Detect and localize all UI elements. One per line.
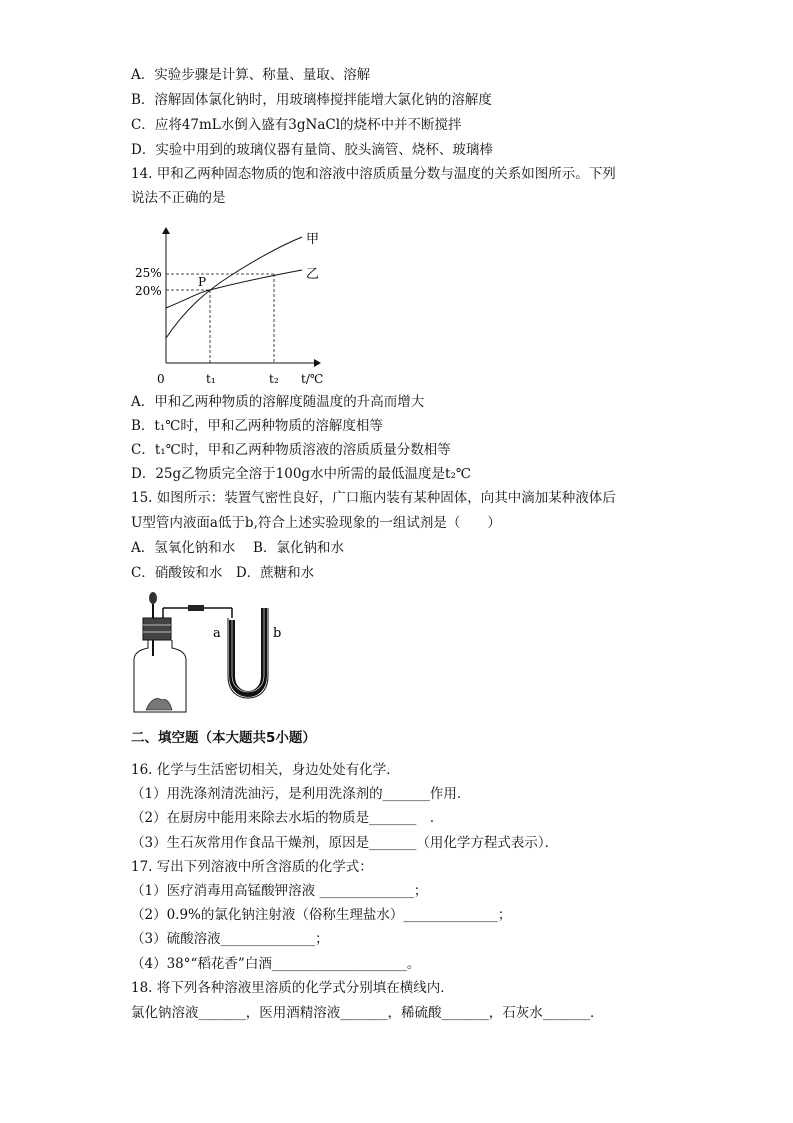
- q17-part1: （1）医疗消毒用高锰酸钾溶液 ______________；: [131, 883, 428, 899]
- label-y20: 20%: [135, 284, 162, 298]
- label-x-unit: t/℃: [301, 372, 324, 386]
- section-2-title: 二、填空题（本大题共5小题）: [131, 730, 316, 746]
- q14-option-b: B．t₁℃时，甲和乙两种物质的溶解度相等: [131, 418, 383, 434]
- label-b: b: [273, 626, 282, 641]
- q16-part1: （1）用洗涤剂清洗油污，是利用洗涤剂的_______作用．: [131, 786, 471, 802]
- curve-jia: [166, 237, 302, 338]
- tube-joint: [188, 605, 204, 611]
- q14-stem-line1: 14. 甲和乙两种固态物质的饱和溶液中溶质质量分数与温度的关系如图所示。下列: [131, 166, 616, 182]
- label-series-yi: 乙: [306, 267, 320, 282]
- q14-option-c: C．t₁℃时，甲和乙两种物质溶液的溶质质量分数相等: [131, 442, 451, 458]
- q17-part3: （3）硫酸溶液______________；: [131, 931, 329, 947]
- q18-stem: 18. 将下列各种溶液里溶质的化学式分别填在横线内．: [131, 980, 454, 996]
- q13-option-c: C．应将47mL水倒入盛有3gNaCl的烧杯中并不断搅拌: [131, 117, 462, 133]
- label-origin: 0: [157, 372, 165, 386]
- q14-option-d: D．25g乙物质完全溶于100g水中所需的最低温度是t₂℃: [131, 466, 471, 482]
- label-point-p: P: [198, 275, 207, 289]
- u-tube-liquid: [232, 608, 264, 694]
- label-t2: t₂: [269, 372, 279, 386]
- bottle-stopper: [143, 618, 171, 640]
- q17-part2: （2）0.9%的氯化钠注射液（俗称生理盐水）______________；: [131, 907, 512, 923]
- q15-apparatus-diagram: [128, 588, 298, 718]
- q16-part3: （3）生石灰常用作食品干燥剂，原因是_______（用化学方程式表示）．: [131, 835, 559, 851]
- dropper-bulb: [149, 592, 157, 604]
- q17-part4: （4）38°“稻花香”白酒____________________。: [131, 956, 421, 972]
- q17-stem: 17. 写出下列溶液中所含溶质的化学式：: [131, 859, 373, 875]
- label-y25: 25%: [135, 266, 162, 280]
- u-tube-inner: [232, 608, 264, 692]
- q13-option-d: D．实验中用到的玻璃仪器有量筒、胶头滴管、烧杯、玻璃棒: [131, 142, 493, 158]
- q14-option-a: A．甲和乙两种物质的溶解度随温度的升高而增大: [131, 394, 425, 410]
- q18-blanks: 氯化钠溶液_______，医用酒精溶液_______，稀硫酸_______，石灰水_______．: [131, 1005, 604, 1021]
- q15-stem-line1: 15. 如图所示：装置气密性良好，广口瓶内装有某种固体，向其中滴加某种液体后: [131, 490, 616, 506]
- solid-reagent: [146, 698, 172, 710]
- label-t1: t₁: [206, 372, 216, 386]
- q15-stem-line2: U型管内液面a低于b,符合上述实验现象的一组试剂是（ ）: [131, 515, 501, 531]
- label-series-jia: 甲: [306, 232, 320, 247]
- curve-yi: [166, 270, 302, 308]
- q15-options-line1: A．氢氧化钠和水 B．氯化钠和水: [131, 540, 344, 556]
- q13-option-a: A．实验步骤是计算、称量、量取、溶解: [131, 67, 371, 83]
- q16-part2: （2）在厨房中能用来除去水垢的物质是_______ ．: [131, 810, 444, 826]
- q15-options-line2: C．硝酸铵和水 D．蔗糖和水: [131, 565, 315, 581]
- q14-solubility-chart: [130, 220, 330, 390]
- q14-stem-line2: 说法不正确的是: [131, 190, 226, 206]
- q16-stem: 16. 化学与生活密切相关，身边处处有化学．: [131, 762, 400, 778]
- label-a: a: [213, 626, 221, 641]
- q13-option-b: B．溶解固体氯化钠时，用玻璃棒搅拌能增大氯化钠的溶解度: [131, 92, 492, 108]
